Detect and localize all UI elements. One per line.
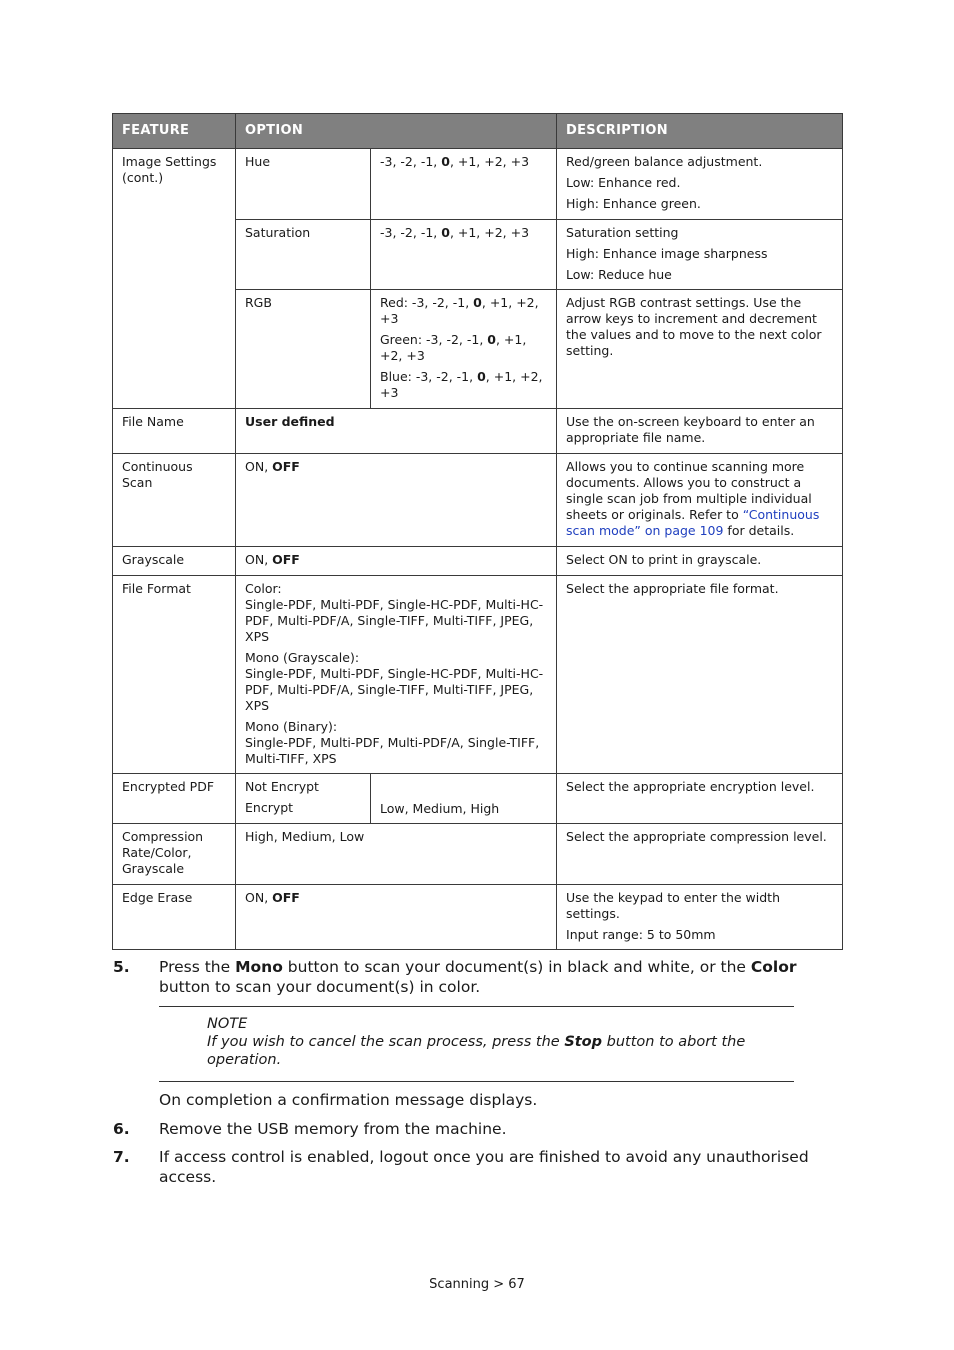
description-cell: Select the appropriate compression level.: [557, 824, 843, 885]
feature-cell: Compression Rate/Color, Grayscale: [113, 824, 236, 885]
step-text: If access control is enabled, logout once you are finished to avoid any unauthorised access.: [159, 1148, 809, 1186]
step-7: [113, 1147, 843, 1187]
header-option: OPTION: [236, 114, 557, 149]
table-row: [113, 547, 843, 576]
option-cell: User defined: [236, 409, 557, 454]
step-number: 5.: [113, 958, 130, 976]
step-number: 6.: [113, 1120, 130, 1138]
option-cell: Hue: [236, 149, 371, 220]
description-cell: Allows you to continue scanning more documents. Allows you to construct a single scan job from multiple individual sheets or originals. Refer to “Continuous scan mode” on page 109 for details.: [557, 454, 843, 547]
table-header-row: [113, 114, 843, 149]
note-text: If you wish to cancel the scan process, press the Stop button to abort the operation.: [207, 1034, 746, 1068]
option-cell: Saturation: [236, 220, 371, 290]
continuous-scan-link[interactable]: “Continuous scan mode” on page 109: [566, 507, 820, 538]
description-cell: Use the keypad to enter the width settings. Input range: 5 to 50mm: [557, 885, 843, 950]
feature-cell: Grayscale: [113, 547, 236, 576]
feature-cell: Encrypted PDF: [113, 774, 236, 824]
values-cell: -3, -2, -1, 0, +1, +2, +3: [371, 149, 557, 220]
header-feature: FEATURE: [113, 114, 236, 149]
description-cell: Saturation setting High: Enhance image sharpness Low: Reduce hue: [557, 220, 843, 290]
option-cell: Not Encrypt Encrypt: [236, 774, 371, 824]
table-row: [113, 885, 843, 950]
table-row: [113, 774, 843, 824]
values-cell: Red: -3, -2, -1, 0, +1, +2, +3 Green: -3, -2, -1, 0, +1, +2, +3 Blue: -3, -2, -1, 0, +1, +2, +3: [371, 290, 557, 409]
feature-cell: Image Settings (cont.): [113, 149, 236, 409]
description-cell: Select the appropriate file format.: [557, 576, 843, 774]
step-5: [113, 957, 843, 997]
table-row: [113, 576, 843, 774]
completion-text: On completion a confirmation message displays.: [159, 1091, 538, 1109]
settings-table: [112, 113, 843, 950]
option-cell: ON, OFF: [236, 885, 557, 950]
option-cell: Color: Single-PDF, Multi-PDF, Single-HC-PDF, Multi-HC-PDF, Multi-PDF/A, Single-TIFF, Multi-TIFF, JPEG, XPS Mono (Grayscale): Single-PDF, Multi-PDF, Single-HC-PDF, Multi-HC-PDF, Multi-PDF/A, Single-TIFF, Multi-TIFF, JPEG, XPS Mono (Binary): Single-PDF, Multi-PDF, Multi-PDF/A, Single-TIFF, Multi-TIFF, XPS: [236, 576, 557, 774]
table-row: [113, 454, 843, 547]
option-cell: ON, OFF: [236, 454, 557, 547]
header-description: DESCRIPTION: [557, 114, 843, 149]
table-row: [113, 409, 843, 454]
description-cell: Adjust RGB contrast settings. Use the arrow keys to increment and decrement the values and to move to the next color setting.: [557, 290, 843, 409]
note-box: [159, 1006, 794, 1082]
description-cell: Red/green balance adjustment. Low: Enhance red. High: Enhance green.: [557, 149, 843, 220]
table-row: [113, 824, 843, 885]
values-cell: -3, -2, -1, 0, +1, +2, +3: [371, 220, 557, 290]
feature-cell: File Name: [113, 409, 236, 454]
step-number: 7.: [113, 1148, 130, 1166]
page-footer: Scanning > 67: [429, 1277, 525, 1292]
option-cell: High, Medium, Low: [236, 824, 557, 885]
option-cell: RGB: [236, 290, 371, 409]
description-cell: Select the appropriate encryption level.: [557, 774, 843, 824]
feature-cell: File Format: [113, 576, 236, 774]
table-row: [113, 149, 843, 220]
feature-cell: Continuous Scan: [113, 454, 236, 547]
description-cell: Use the on-screen keyboard to enter an appropriate file name.: [557, 409, 843, 454]
description-cell: Select ON to print in grayscale.: [557, 547, 843, 576]
step-6: [113, 1119, 843, 1139]
note-title: NOTE: [207, 1016, 248, 1032]
step-text: Remove the USB memory from the machine.: [159, 1120, 507, 1138]
step-text: Press the Mono button to scan your document(s) in black and white, or the Color button to scan your document(s) in color.: [159, 958, 797, 996]
values-cell: Low, Medium, High: [371, 774, 557, 824]
feature-cell: Edge Erase: [113, 885, 236, 950]
option-cell: ON, OFF: [236, 547, 557, 576]
